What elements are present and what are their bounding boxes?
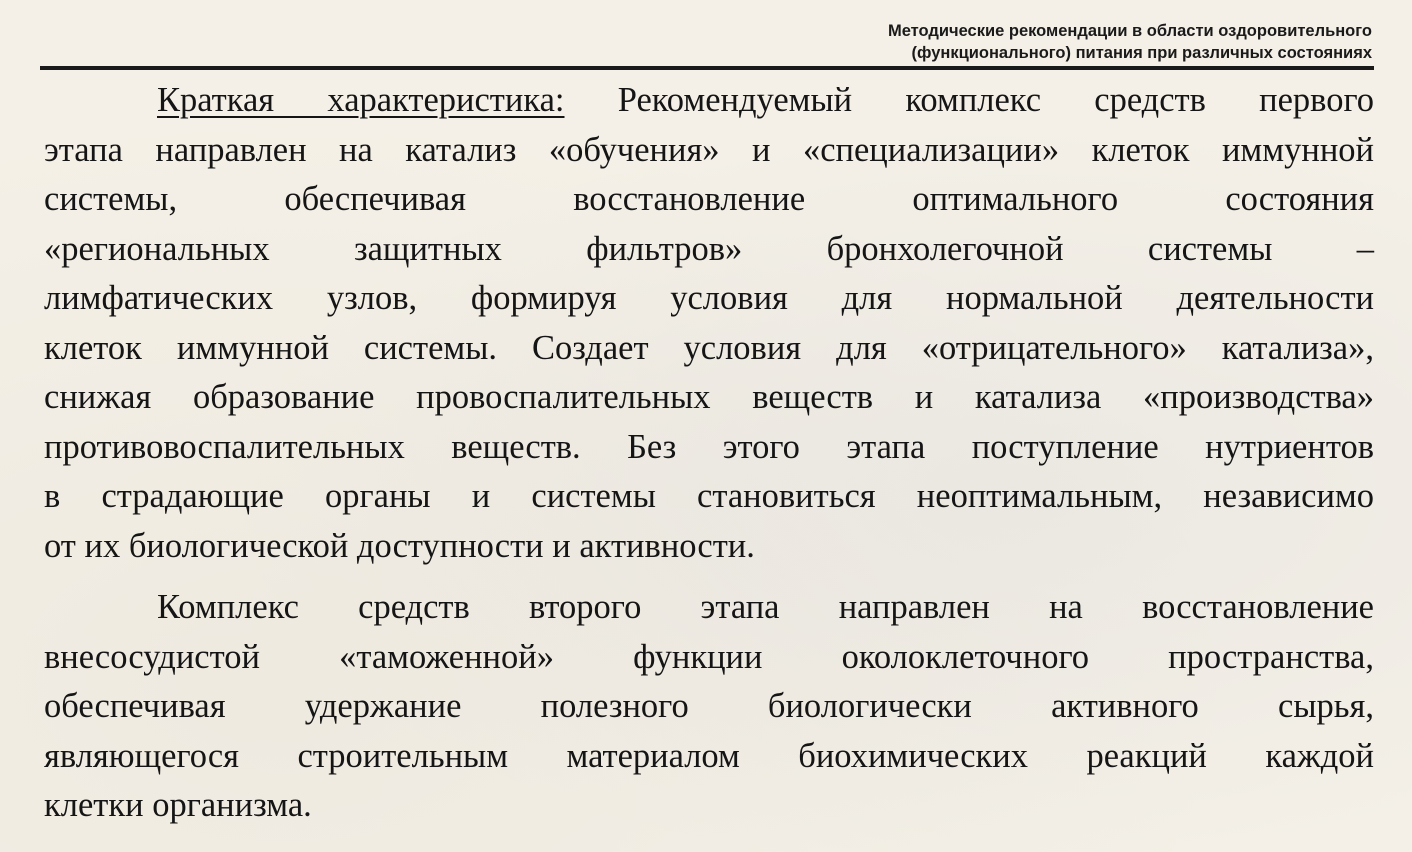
text-line: «региональных защитных фильтров» бронхолегочной системы – bbox=[44, 229, 1374, 268]
text-line: являющегося строительным материалом биохимических реакций каждой bbox=[44, 736, 1374, 775]
text-line: Комплекс средств второго этапа направлен на восстановление bbox=[157, 588, 1374, 626]
body-text bbox=[44, 76, 1374, 831]
paragraph-1 bbox=[44, 76, 1374, 571]
text-line: клеток иммунной системы. Создает условия для «отрицательного» катализа», bbox=[44, 328, 1374, 367]
running-header-line-1: Методические рекомендации в области оздоровительного bbox=[887, 22, 1372, 40]
text-line: в страдающие органы и системы становиться неоптимальным, независимо bbox=[44, 477, 1374, 515]
text-line bbox=[44, 76, 1374, 126]
text-line: обеспечивая удержание полезного биологически активного сырья, bbox=[44, 687, 1374, 725]
text-line: лимфатических узлов, формируя условия для нормальной деятельности bbox=[44, 279, 1374, 317]
text-line: системы, обеспечивая восстановление оптимального состояния bbox=[44, 180, 1374, 218]
text-line-content: Рекомендуемый комплекс средств первого bbox=[617, 81, 1375, 119]
text-line: этапа направлен на катализ «обучения» и «специализации» клеток иммунной bbox=[44, 130, 1374, 169]
text-line: внесосудистой «таможенной» функции околоклеточного пространства, bbox=[44, 637, 1374, 676]
text-line: клетки организма. bbox=[44, 786, 312, 824]
text-line: противовоспалительных веществ. Без этого этапа поступление нутриентов bbox=[44, 427, 1374, 466]
paragraph-2 bbox=[44, 583, 1374, 831]
running-header bbox=[672, 20, 1372, 64]
header-rule bbox=[40, 66, 1374, 70]
paragraph-gap bbox=[44, 571, 1374, 583]
summary-label: Краткая характеристика: bbox=[157, 81, 565, 119]
running-header-line-2: (функционального) питания при различных состояниях bbox=[911, 44, 1372, 62]
text-line: от их биологической доступности и активности. bbox=[44, 526, 755, 565]
text-line: снижая образование провоспалительных веществ и катализа «производства» bbox=[44, 378, 1374, 416]
